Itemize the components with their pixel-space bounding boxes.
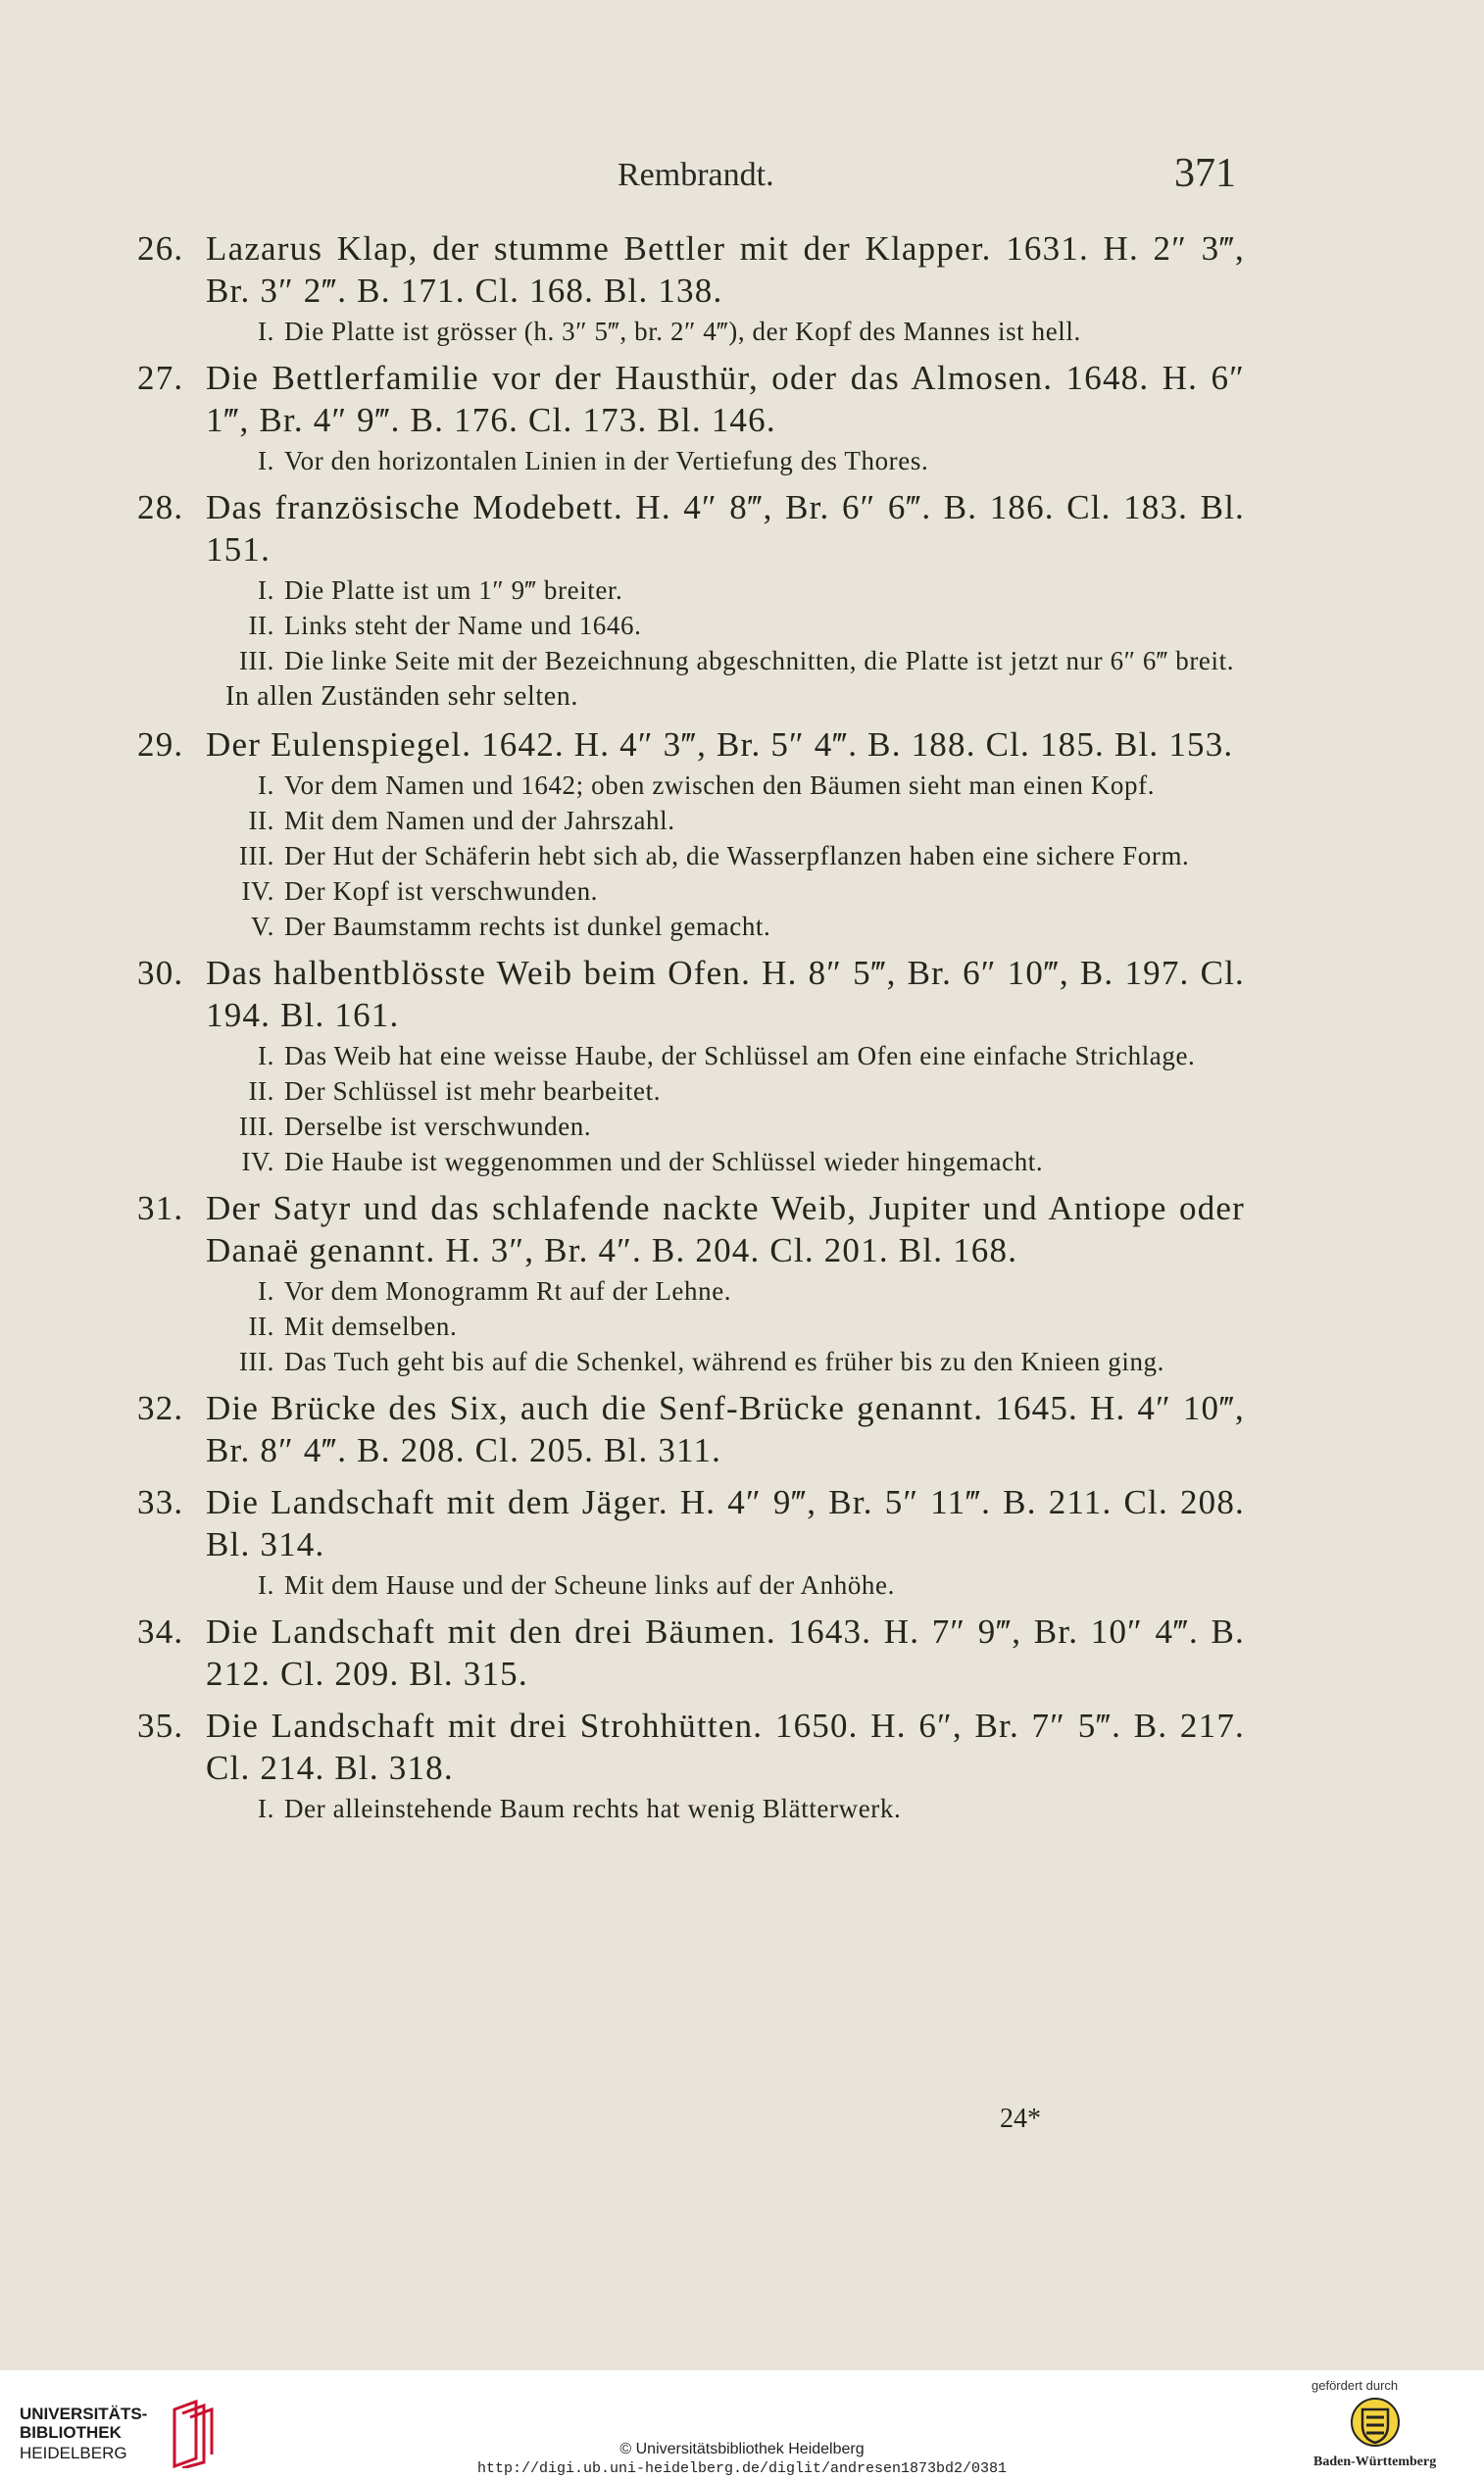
entry-number: 34. [137, 1612, 184, 1651]
state-text: Die Platte ist um 1″ 9‴ breiter. [284, 575, 623, 605]
state-text: Vor dem Monogramm Rt auf der Lehne. [284, 1276, 732, 1306]
state-number: I. [258, 770, 274, 800]
state-number: I. [258, 446, 274, 475]
entry-number: 28. [137, 488, 184, 526]
state-number: III. [238, 1347, 274, 1376]
catalogue-entries [137, 227, 1245, 1834]
permalink[interactable]: http://digi.ub.uni-heidelberg.de/diglit/andresen1873bd2/0381 [476, 2460, 1008, 2477]
state-list [137, 1569, 1245, 1601]
entry-title-text: Die Landschaft mit den drei Bäumen. 1643. H. 7″ 9‴, Br. 10″ 4‴. B. 212. Cl. 209. Bl. 315. [206, 1612, 1245, 1693]
state-number: IV. [241, 1147, 274, 1176]
state-number: I. [258, 1570, 274, 1600]
state-text: Der Kopf ist verschwunden. [284, 876, 599, 906]
entry-title-text: Lazarus Klap, der stumme Bettler mit der Klapper. 1631. H. 2″ 3‴, Br. 3″ 2‴. B. 171. Cl. 168. Bl. 138. [206, 229, 1245, 310]
catalogue-entry [137, 1187, 1245, 1377]
state-text: Die Haube ist weggenommen und der Schlüssel wieder hingemacht. [284, 1147, 1044, 1176]
state-list [137, 1275, 1245, 1377]
entry-title-text: Die Bettlerfamilie vor der Hausthür, oder das Almosen. 1648. H. 6″ 1‴, Br. 4″ 9‴. B. 176. Cl. 173. Bl. 146. [206, 359, 1245, 439]
state-text: Mit dem Namen und der Jahrszahl. [284, 806, 675, 835]
state-text: Mit dem Hause und der Scheune links auf der Anhöhe. [284, 1570, 895, 1600]
entry-title-text: Der Satyr und das schlafende nackte Weib, Jupiter und Antiope oder Danaë genannt. H. 3″, Br. 4″. B. 204. Cl. 201. Bl. 168. [206, 1189, 1245, 1269]
state-item [137, 805, 1245, 836]
state-item [137, 574, 1245, 606]
state-text: Links steht der Name und 1646. [284, 611, 642, 640]
catalogue-entry [137, 1611, 1245, 1695]
entry-number: 35. [137, 1707, 184, 1745]
copyright-notice: © Universitätsbibliothek Heidelberg [619, 2441, 865, 2457]
state-number: I. [258, 1276, 274, 1306]
state-text: Vor den horizontalen Linien in der Vertiefung des Thores. [284, 446, 929, 475]
library-name-line1: UNIVERSITÄTS- [20, 2405, 148, 2423]
library-name-line2: BIBLIOTHEK [20, 2423, 122, 2442]
entry-title [137, 227, 1245, 312]
running-title: Rembrandt. [618, 157, 774, 193]
state-list [137, 574, 1245, 676]
catalogue-entry [137, 357, 1245, 476]
state-item [137, 1569, 1245, 1601]
signature-mark: 24* [1000, 2104, 1041, 2134]
entry-title-text: Die Landschaft mit dem Jäger. H. 4″ 9‴, Br. 5″ 11‴. B. 211. Cl. 208. Bl. 314. [206, 1483, 1245, 1563]
entry-title [137, 723, 1245, 766]
state-text: Der Baumstamm rechts ist dunkel gemacht. [284, 912, 771, 941]
state-item [137, 840, 1245, 871]
funder-name: Baden-Württemberg [1313, 2455, 1437, 2469]
state-number: II. [248, 611, 274, 640]
catalogue-entry [137, 723, 1245, 942]
state-text: Das Tuch geht bis auf die Schenkel, während es früher bis zu den Knieen ging. [284, 1347, 1165, 1376]
state-item [137, 1111, 1245, 1142]
state-list [137, 445, 1245, 476]
state-text: Vor dem Namen und 1642; oben zwischen den Bäumen sieht man einen Kopf. [284, 770, 1156, 800]
catalogue-entry [137, 952, 1245, 1177]
state-item [137, 1311, 1245, 1342]
state-item [137, 645, 1245, 676]
funded-by-label: gefördert durch [1311, 2378, 1399, 2393]
entry-title-text: Der Eulenspiegel. 1642. H. 4″ 3‴, Br. 5″ 4‴. B. 188. Cl. 185. Bl. 153. [206, 725, 1234, 764]
state-list [137, 1793, 1245, 1824]
catalogue-entry [137, 1705, 1245, 1824]
entry-note: In allen Zuständen sehr selten. [225, 681, 578, 712]
entry-title-text: Die Brücke des Six, auch die Senf-Brücke genannt. 1645. H. 4″ 10‴, Br. 8″ 4‴. B. 208. Cl. 205. Bl. 311. [206, 1389, 1245, 1469]
state-number: I. [258, 317, 274, 346]
state-number: I. [258, 575, 274, 605]
state-item [137, 1040, 1245, 1071]
state-number: V. [251, 912, 274, 941]
state-number: II. [248, 1312, 274, 1341]
state-number: I. [258, 1794, 274, 1823]
entry-title [137, 486, 1245, 570]
entry-title [137, 1705, 1245, 1789]
entry-title [137, 952, 1245, 1036]
state-text: Die linke Seite mit der Bezeichnung abgeschnitten, die Platte ist jetzt nur 6″ 6‴ breit. [284, 646, 1235, 675]
state-number: II. [248, 1076, 274, 1106]
entry-title [137, 357, 1245, 441]
catalogue-entry [137, 1387, 1245, 1471]
entry-title-text: Das französische Modebett. H. 4″ 8‴, Br. 6″ 6‴. B. 186. Cl. 183. Bl. 151. [206, 488, 1245, 569]
state-item [137, 911, 1245, 942]
state-text: Derselbe ist verschwunden. [284, 1112, 592, 1141]
state-crest-icon [1349, 2396, 1402, 2449]
state-text: Der Schlüssel ist mehr bearbeitet. [284, 1076, 662, 1106]
entry-title [137, 1611, 1245, 1695]
entry-title-text: Das halbentblösste Weib beim Ofen. H. 8″ 5‴, Br. 6″ 10‴, B. 197. Cl. 194. Bl. 161. [206, 954, 1245, 1034]
state-item [137, 1346, 1245, 1377]
entry-title [137, 1481, 1245, 1565]
library-name-line3: HEIDELBERG [20, 2444, 127, 2462]
entry-number: 31. [137, 1189, 184, 1227]
entry-title [137, 1387, 1245, 1471]
state-text: Der alleinstehende Baum rechts hat wenig Blätterwerk. [284, 1794, 902, 1823]
entry-number: 29. [137, 725, 184, 764]
state-item [137, 1275, 1245, 1307]
state-text: Mit demselben. [284, 1312, 458, 1341]
state-number: II. [248, 806, 274, 835]
state-list [137, 316, 1245, 347]
state-item [137, 1793, 1245, 1824]
entry-number: 33. [137, 1483, 184, 1521]
state-item [137, 610, 1245, 641]
footer [0, 2370, 1484, 2480]
state-number: III. [238, 646, 274, 675]
state-number: III. [238, 1112, 274, 1141]
entry-title-text: Die Landschaft mit drei Strohhütten. 1650. H. 6″, Br. 7″ 5‴. B. 217. Cl. 214. Bl. 318. [206, 1707, 1245, 1787]
catalogue-entry [137, 227, 1245, 347]
state-item [137, 769, 1245, 801]
state-item [137, 1146, 1245, 1177]
state-text: Die Platte ist grösser (h. 3″ 5‴, br. 2″ 4‴), der Kopf des Mannes ist hell. [284, 317, 1081, 346]
entry-number: 26. [137, 229, 184, 268]
state-number: III. [238, 841, 274, 870]
entry-number: 27. [137, 359, 184, 397]
entry-title [137, 1187, 1245, 1271]
state-text: Der Hut der Schäferin hebt sich ab, die Wasserpflanzen haben eine sichere Form. [284, 841, 1190, 870]
entry-number: 30. [137, 954, 184, 992]
page-number: 371 [1174, 151, 1236, 196]
catalogue-entry [137, 486, 1245, 714]
catalogue-entry [137, 1481, 1245, 1601]
state-list [137, 769, 1245, 942]
state-number: IV. [241, 876, 274, 906]
state-item [137, 316, 1245, 347]
state-text: Das Weib hat eine weisse Haube, der Schlüssel am Ofen eine einfache Strichlage. [284, 1041, 1196, 1070]
entry-number: 32. [137, 1389, 184, 1427]
state-item [137, 875, 1245, 907]
state-item [137, 1075, 1245, 1107]
state-number: I. [258, 1041, 274, 1070]
state-list [137, 1040, 1245, 1177]
state-item [137, 445, 1245, 476]
